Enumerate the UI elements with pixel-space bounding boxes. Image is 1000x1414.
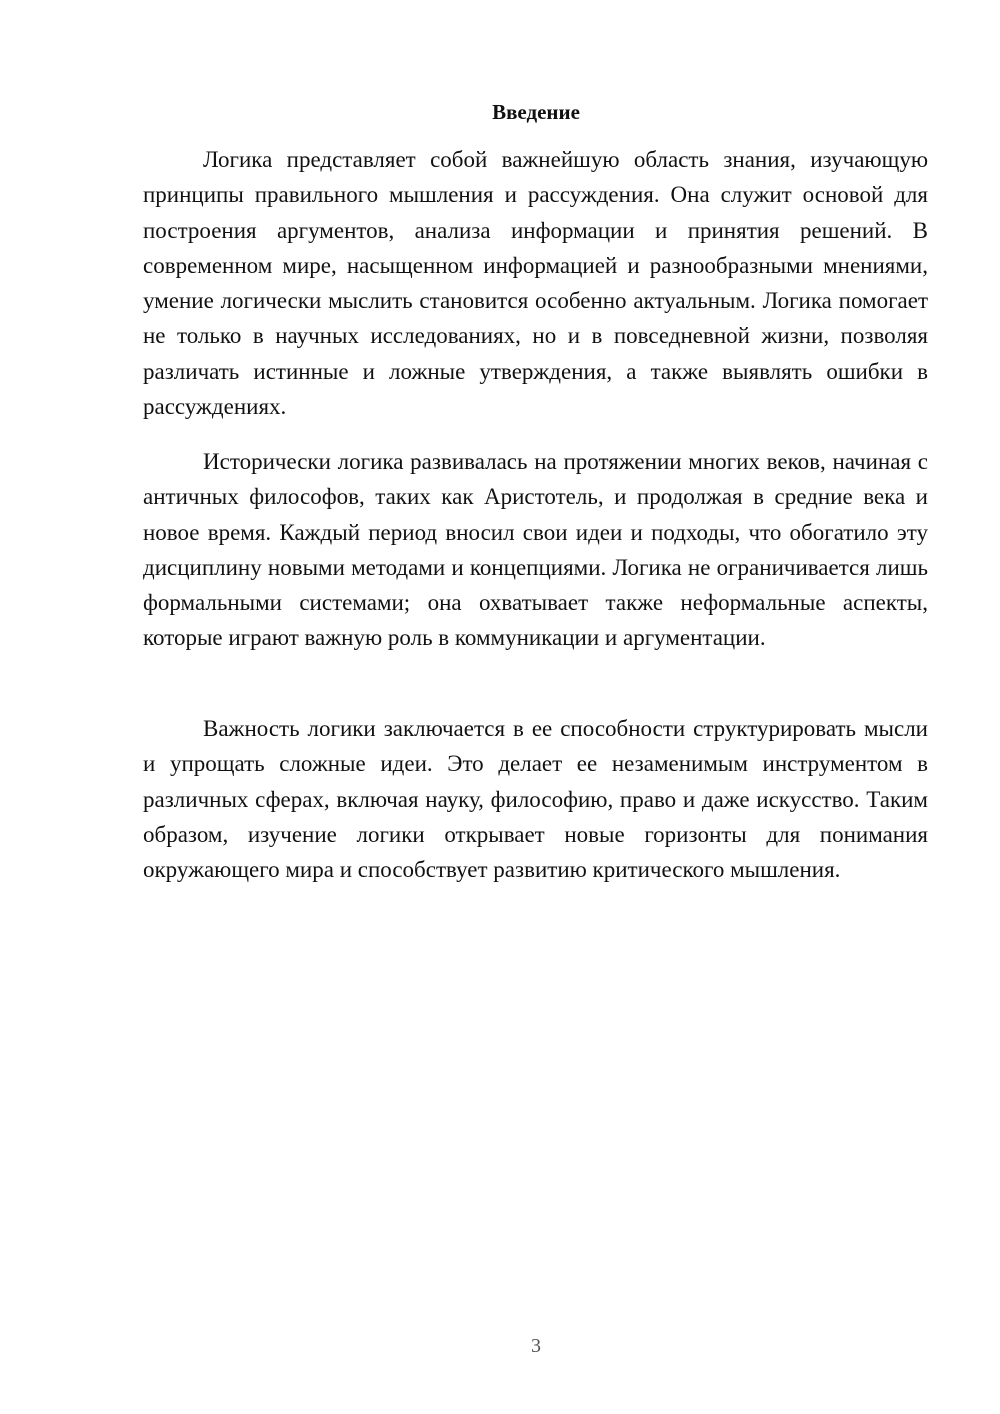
paragraph-1: Логика представляет собой важнейшую область знания, изучающую принципы правильного мышления и рассуждения. Она служит основой для построения аргументов, анализа информации и принятия решений. В современном мире, насыщенном информацией и разнообразными мнениями, умение логически мыслить становится особенно актуальным. Логика помогает не только в научных исследованиях, но и в повседневной жизни, позволяя различать истинные и ложные утверждения, а также выявлять ошибки в рассуждениях. xyxy=(143,147,928,420)
section-heading: Введение xyxy=(492,100,580,124)
page-number: 3 xyxy=(531,1335,541,1357)
paragraph-2: Исторически логика развивалась на протяжении многих веков, начиная с античных философов, таких как Аристотель, и продолжая в средние века и новое время. Каждый период вносил свои идеи и подходы, что обогатило эту дисциплину новыми методами и концепциями. Логика не ограничивается лишь формальными системами; она охватывает также неформальные аспекты, которые играют важную роль в коммуникации и аргументации. xyxy=(143,449,928,651)
paragraph-3: Важность логики заключается в ее способности структурировать мысли и упрощать сложные идеи. Это делает ее незаменимым инструментом в различных сферах, включая науку, философию, право и даже искусство. Таким образом, изучение логики открывает новые горизонты для понимания окружающего мира и способствует развитию критического мышления. xyxy=(143,716,928,883)
